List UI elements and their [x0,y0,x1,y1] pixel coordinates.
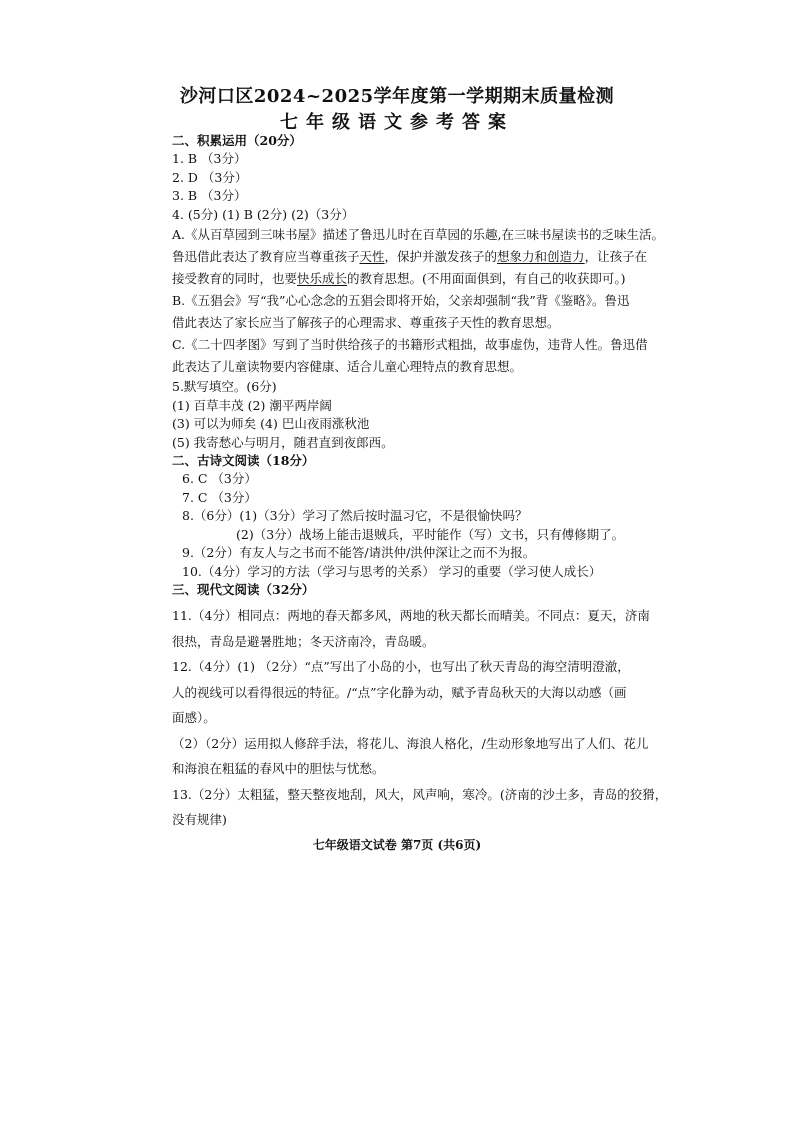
section-heading-classical: 二、古诗文阅读（18分） [172,453,315,468]
option-a-line1: A.《从百草园到三味书屋》描述了鲁迅儿时在百草园的乐趣,在三味书屋读书的乏味生活。 [172,227,664,242]
answer-q5-line2: (3) 可以为师矣 (4) 巴山夜雨涨秋池 [172,416,370,431]
underlined-term: 快乐成长 [297,271,348,286]
underlined-term: 天性 [359,249,385,264]
section-heading-modern: 三、现代文阅读（32分） [172,582,315,597]
answer-q1: 1. B （3分） [172,151,247,166]
answer-q4-option-b [172,290,672,334]
q12-line2: 人的视线可以看得很远的特征。/“点”字化静为动，赋予青岛秋天的大海以动感（画 [172,684,627,700]
q12-line3: 面感）。 [172,710,216,725]
exam-title: 沙河口区2024~2025学年度第一学期期末质量检测 [179,86,615,107]
answer-q4-option-c [172,334,672,378]
q11-line1: 11.（4分）相同点：两地的春天都多风，两地的秋天都长而晴美。不同点：夏天，济南 [172,608,650,623]
option-c-line1: C.《二十四孝图》写到了当时供给孩子的书籍形式粗拙，故事虚伪，违背人性。鲁迅借 [172,337,648,352]
q11-line2: 很热，青岛是避暑胜地；冬天济南冷，青岛暖。 [172,633,435,649]
q12-line1: 12.（4分）(1) （2分）“点”写出了小岛的小，也写出了秋天青岛的海空清明澄澈， [172,659,630,674]
option-b-line2: 借此表达了家长应当了解孩子的心理需求、尊重孩子天性的教育思想。 [172,315,560,330]
answer-q3: 3. B （3分） [172,188,247,203]
answer-q12 [172,654,672,782]
section-heading-accumulation: 二、积累运用（20分） [172,133,302,148]
option-a-line3: 接受教育的同时，也要快乐成长的教育思想。(不用面面俱到，有自己的收获即可。) [172,271,626,286]
answer-key-title: 七年级语文参考答案 [280,112,514,133]
answer-q7: 7. C （3分） [182,489,257,505]
answer-q4: 4. (5分) (1) B (2分) (2)（3分） [172,206,355,222]
answer-q13 [172,782,672,833]
option-b-line1: B.《五猖会》写“我”心心念念的五猖会即将开始，父亲却强制“我”背《鉴略》。鲁迅 [172,293,630,308]
answer-q8-part1: 8.（6分）(1)（3分）学习了然后按时温习它，不是很愉快吗？ [182,508,528,523]
answer-q5-line3: (5) 我寄愁心与明月，随君直到夜郎西。 [172,434,394,450]
option-a-line2: 鲁迅借此表达了教育应当尊重孩子天性，保护并激发孩子的想象力和创造力，让孩子在 [172,249,648,264]
q13-line2: 没有规律) [172,812,227,827]
answer-q2: 2. D （3分） [172,169,248,185]
answer-q4-option-a [172,224,672,290]
answer-q10: 10.（4分）学习的方法（学习与思考的关系） 学习的重要（学习使人成长） [182,563,602,579]
answer-q11 [172,603,672,654]
option-c-line2: 此表达了儿童读物要内容健康、适合儿童心理特点的教育思想。 [172,359,523,374]
answer-q8-part2: (2)（3分）战场上能击退贼兵，平时能作（写）文书，只有傅修期了。 [236,526,625,542]
q12-line5: 和海浪在粗猛的春风中的胆怯与忧愁。 [172,761,385,776]
answer-content [172,132,672,833]
answer-q9: 9.（2分）有友人与之书而不能答/请洪仲/洪仲深让之而不为报。 [182,545,536,560]
answer-q6: 6. C （3分） [182,471,257,486]
page-footer: 七年级语文试卷 第7页 (共6页) [312,838,482,852]
q12-line4: （2）（2分）运用拟人修辞手法，将花儿、海浪人格化，/生动形象地写出了人们、花儿 [172,735,649,751]
underlined-term: 想象力和创造力 [497,249,585,264]
q13-line1: 13.（2分）太粗猛，整天整夜地刮，风大，风声响，寒冷。(济南的沙土多，青岛的狡猾， [172,786,668,802]
answer-q5-heading: 5.默写填空。(6分) [172,379,277,394]
answer-q5-line1: (1) 百草丰茂 (2) 潮平两岸阔 [172,397,332,413]
